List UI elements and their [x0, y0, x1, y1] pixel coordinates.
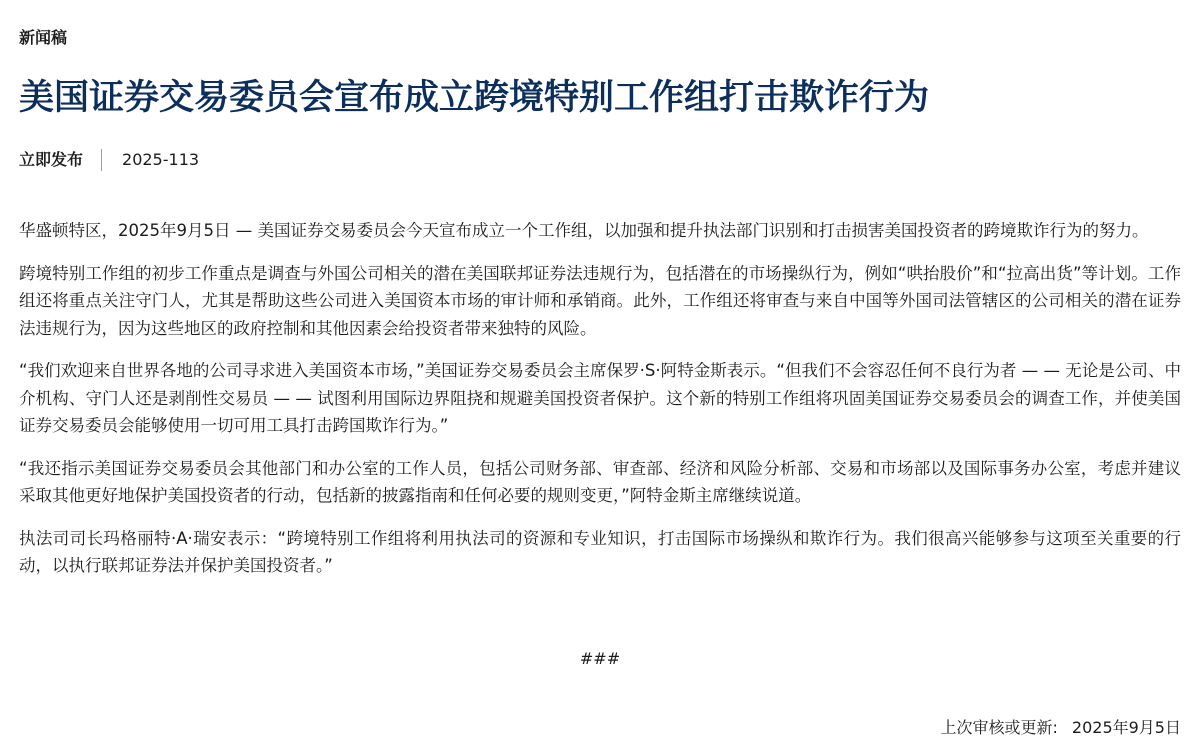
meta-divider [101, 149, 102, 171]
last-updated-date: 2025年9月5日 [1071, 718, 1181, 737]
paragraph: 执法司司长玛格丽特·A·瑞安表示：“跨境特别工作组将利用执法司的资源和专业知识，打击国际市场操纵和欺诈行为。我们很高兴能够参与这项至关重要的行动，以执行联邦证券法并保护美国投资者。” [19, 528, 1181, 575]
release-label: 立即发布 [19, 150, 84, 169]
end-mark: ### [579, 649, 621, 668]
paragraph: 华盛顿特区，2025年9月5日 — 美国证券交易委员会今天宣布成立一个工作组，以加强和提升执法部门识别和打击损害美国投资者的跨境欺诈行为的努力。 [19, 221, 1149, 240]
paragraph: “我们欢迎来自世界各地的公司寻求进入美国资本市场，”美国证券交易委员会主席保罗·S·阿特金斯表示。“但我们不会容忍任何不良行为者 — — 无论是公司、中介机构、守门人还是剥削性交易员 — — 试图利用国际边界阻挠和规避美国投资者保护。这个新的特别工作组将巩固美国证券交易委员会的调查工作，并使美国证券交易委员会能够使用一切可用工具打击跨国欺诈行为。” [19, 361, 1181, 435]
release-meta [19, 148, 199, 172]
press-release-page [19, 0, 1181, 747]
article-body [19, 217, 1181, 595]
paragraph: 跨境特别工作组的初步工作重点是调查与外国公司相关的潜在美国联邦证券法违规行为，包括潜在的市场操纵行为，例如“哄抬股价”和“拉高出货”等计划。工作组还将重点关注守门人，尤其是帮助这些公司进入美国资本市场的审计师和承销商。此外，工作组还将审查与来自中国等外国司法管辖区的公司相关的潜在证券法违规行为，因为这些地区的政府控制和其他因素会给投资者带来独特的风险。 [19, 263, 1181, 338]
last-updated [941, 716, 1182, 740]
release-number: 2025-113 [122, 150, 200, 169]
page-title: 美国证券交易委员会宣布成立跨境特别工作组打击欺诈行为 [19, 78, 930, 118]
last-updated-label: 上次审核或更新: [940, 718, 1058, 737]
paragraph: “我还指示美国证券交易委员会其他部门和办公室的工作人员，包括公司财务部、审查部、经济和风险分析部、交易和市场部以及国际事务办公室，考虑并建议采取其他更好地保护美国投资者的行动，包括新的披露指南和任何必要的规则变更，”阿特金斯主席继续说道。 [19, 458, 1181, 505]
document-type-label: 新闻稿 [19, 28, 68, 47]
